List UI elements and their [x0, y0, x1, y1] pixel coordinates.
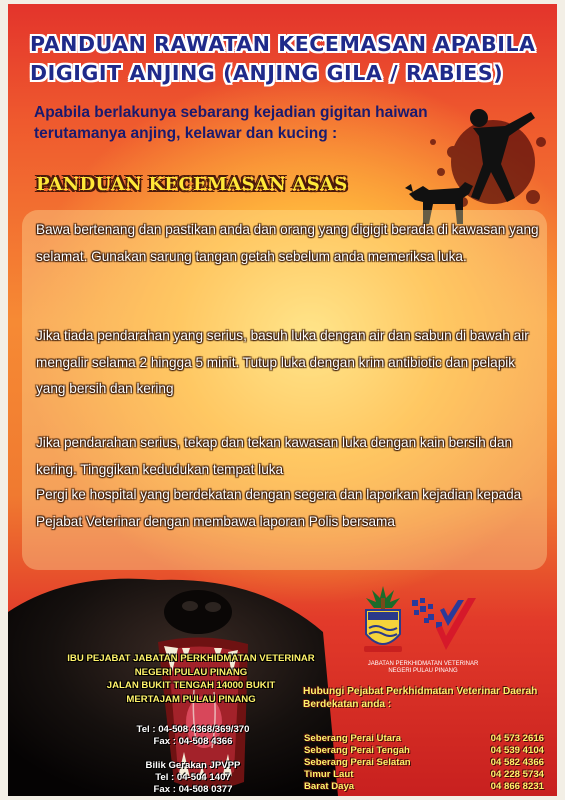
- district-phone: 04 539 4104: [490, 745, 544, 756]
- instruction-paragraph-1: Bawa bertenang dan pastikan anda dan orang yang digigit berada di kawasan yang selamat. Gunakan sarung tangan getah sebelum anda memeriksa luka.: [36, 222, 539, 264]
- instruction-paragraph-3: Jika pendarahan serius, tekap dan tekan kawasan luka dengan kain bersih dan kering. Tinggikan kedudukan tempat luka: [36, 435, 513, 477]
- district-name: Barat Daya: [304, 781, 355, 792]
- district-hotline-heading: [303, 685, 553, 711]
- instruction-paragraph-2: Jika tiada pendarahan yang serius, basuh luka dengan air dan sabun di bawah air mengalir selama 2 hingga 5 minit. Tutup luka dengan krim antibiotic dan pelapik yang bersih dan kering: [36, 328, 529, 396]
- district-row: [304, 733, 544, 745]
- department-name: [353, 661, 493, 675]
- title-line-2: DIGIGIT ANJING (ANJING GILA / RABIES): [30, 61, 504, 85]
- district-row: [304, 745, 544, 757]
- head-office-phones: [108, 724, 278, 796]
- office-fax: Fax : 04-508 4366: [153, 736, 233, 747]
- district-phone: 04 866 8231: [490, 781, 544, 792]
- district-hotline-list: [304, 733, 544, 793]
- office-line-3: JALAN BUKIT TENGAH 14000 BUKIT: [106, 680, 276, 691]
- poster-title: [30, 30, 550, 88]
- district-row: [304, 757, 544, 769]
- office-line-4: MERTAJAM PULAU PINANG: [126, 693, 256, 705]
- district-name: Seberang Perai Selatan: [304, 757, 411, 768]
- district-name: Seberang Perai Utara: [304, 733, 402, 744]
- title-line-1: PANDUAN RAWATAN KECEMASAN APABILA: [30, 32, 536, 56]
- district-name: Timur Laut: [304, 769, 354, 780]
- section-subtitle: PANDUAN KECEMASAN ASAS: [36, 174, 348, 195]
- office-tel: Tel : 04-508 4368/369/370: [136, 724, 250, 735]
- hotline-heading-line-2: Berdekatan anda :: [303, 699, 392, 710]
- ops-room-tel: Tel : 04-504 1407: [155, 772, 231, 783]
- district-name: Seberang Perai Tengah: [304, 745, 410, 756]
- district-row: [304, 769, 544, 781]
- head-office-address: [56, 652, 326, 706]
- district-phone: 04 582 4366: [490, 757, 544, 768]
- ops-room-fax: Fax : 04-508 0377: [153, 784, 233, 795]
- ops-room-title: Bilik Gerakan JPVPP: [145, 760, 241, 771]
- district-phone: 04 228 5734: [490, 769, 544, 780]
- penang-crest-icon: [360, 584, 406, 656]
- dept-line-1: JABATAN PERKHIDMATAN VETERINAR: [367, 661, 479, 667]
- intro-text: Apabila berlakunya sebarang kejadian gigitan haiwan terutamanya anjing, kelawar dan kucing :: [34, 104, 428, 142]
- district-phone: 04 573 2616: [490, 733, 544, 744]
- office-line-2: NEGERI PULAU PINANG: [134, 666, 248, 678]
- rabies-poster: [8, 4, 557, 796]
- instruction-paragraph-4: Pergi ke hospital yang berdekatan dengan segera dan laporkan kejadian kepada Pejabat Veterinar dengan membawa laporan Polis bersama: [36, 487, 522, 529]
- dept-line-2: NEGERI PULAU PINANG: [388, 668, 458, 674]
- veterinary-logo-icon: [410, 594, 480, 656]
- hotline-heading-line-1: Hubungi Pejabat Perkhidmatan Veterinar Daerah: [303, 686, 538, 697]
- office-line-1: IBU PEJABAT JABATAN PERKHIDMATAN VETERINAR: [67, 653, 315, 664]
- district-row: [304, 781, 544, 793]
